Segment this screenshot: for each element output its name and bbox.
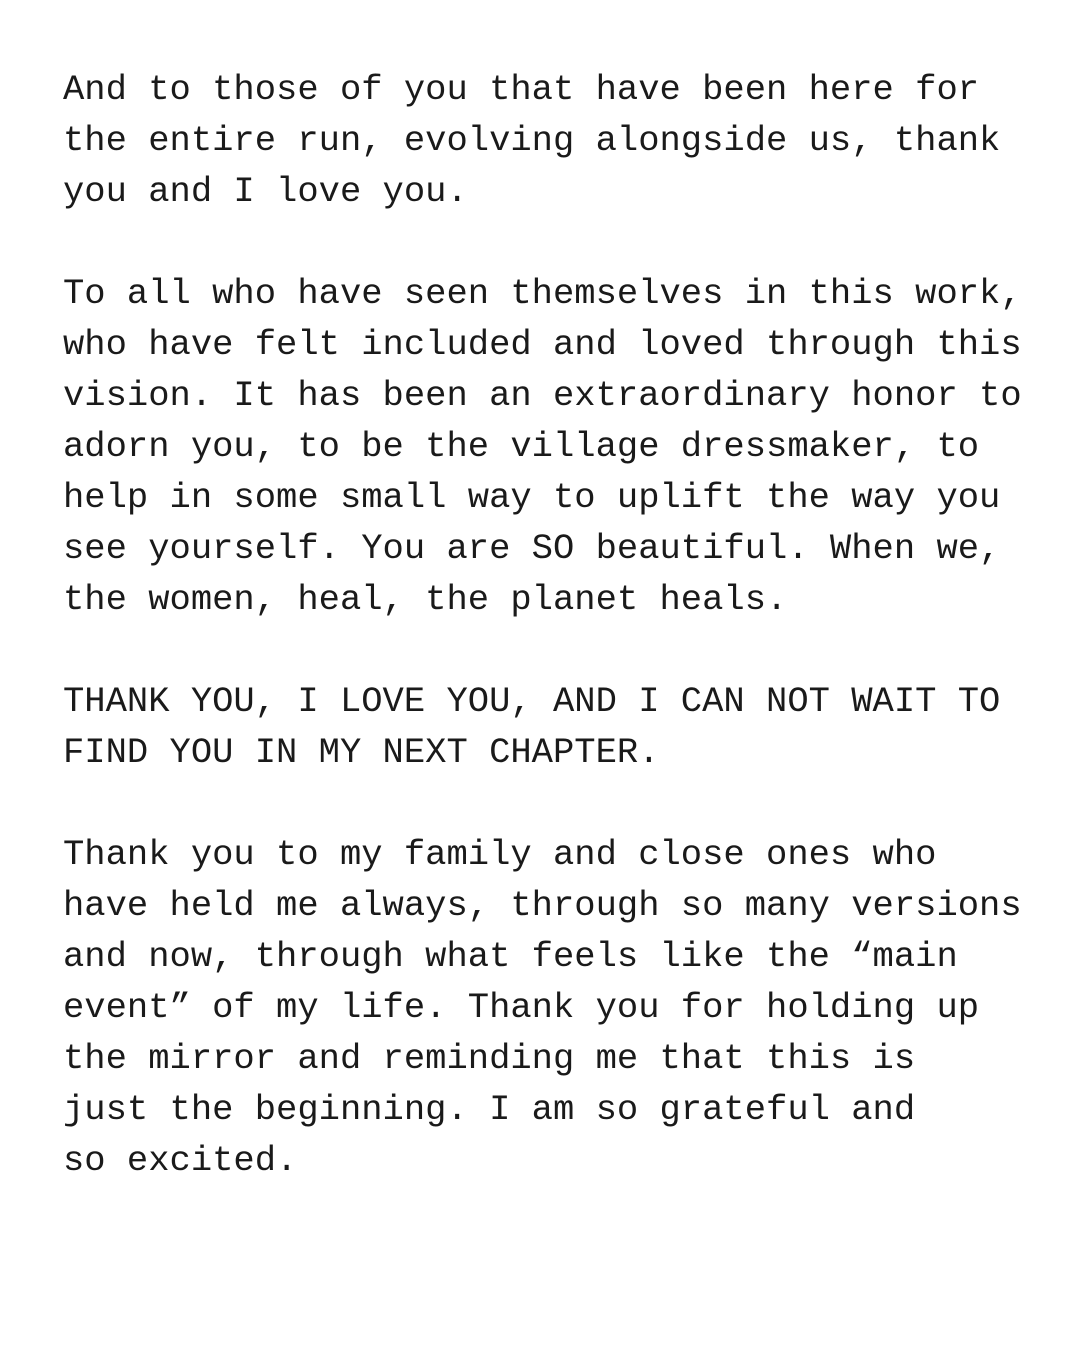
text-line: you and I love you. [63,171,468,212]
text-line: the women, heal, the planet heals. [63,579,788,620]
text-line: the mirror and reminding me that this is [63,1038,916,1079]
text-line: just the beginning. I am so grateful and [63,1089,916,1130]
paragraph-thanks-community [63,268,1063,625]
text-line: FIND YOU IN MY NEXT CHAPTER. [63,732,660,773]
text-line: Thank you to my family and close ones who [63,834,937,875]
text-line: adorn you, to be the village dressmaker, to [63,426,980,467]
text-line: who have felt included and loved through this [63,324,1022,365]
text-line: THANK YOU, I LOVE YOU, AND I CAN NOT WAIT TO [63,681,1001,722]
text-line: And to those of you that have been here for [63,69,980,110]
text-line: the entire run, evolving alongside us, thank [63,120,1001,161]
text-line: help in some small way to uplift the way you [63,477,1001,518]
letter-page [63,64,1063,1237]
text-line: and now, through what feels like the “main [63,936,958,977]
text-line: have held me always, through so many versions [63,885,1022,926]
text-line: so excited. [63,1140,298,1181]
paragraph-thanks-family [63,829,1063,1186]
text-line: To all who have seen themselves in this work, [63,273,1022,314]
text-line: see yourself. You are SO beautiful. When we, [63,528,1001,569]
text-line: event” of my life. Thank you for holding up [63,987,980,1028]
text-line: vision. It has been an extraordinary honor to [63,375,1022,416]
paragraph-thanks-long-time-fans [63,64,1063,217]
paragraph-all-caps-thanks [63,676,1063,778]
